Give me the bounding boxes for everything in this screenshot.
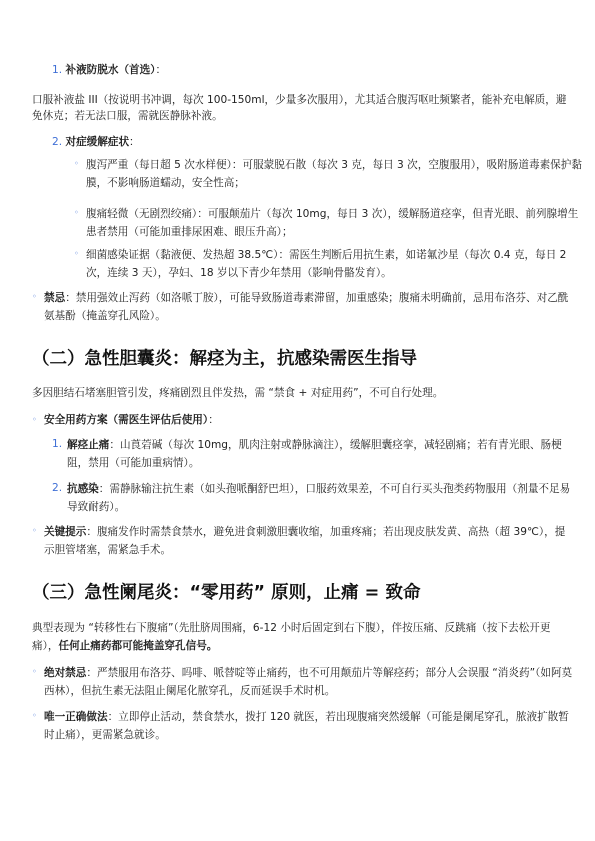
- list-item-fluid-replacement: 1. 补液防脱水（首选）：: [52, 64, 167, 76]
- paragraph-cholecystitis-intro: 多因胆结石堵塞胆管引发，疼痛剧烈且伴发热，需 “禁食 + 对症用药”，不可自行处理。: [32, 387, 444, 399]
- list-item-antispasmodic: 解痉止痛：山莨菪碱（每次 10mg，肌肉注射或静脉滴注），缓解胆囊痉挛，减轻剧痛；若有青光眼、肠梗阻，禁用（可能加重病情）。: [67, 439, 562, 469]
- plan-title: 安全用药方案（需医生评估后使用）：: [44, 414, 219, 426]
- absolute-contraindication-note: 绝对禁忌：严禁服用布洛芬、吗啡、哌替啶等止痛药，也不可用颠茄片等解痉药；部分人会误服 “消炎药”（如阿莫西林），但抗生素无法阻止阑尾化脓穿孔，反而延误手术时机。: [44, 667, 573, 697]
- bullet-icon: ◦: [32, 292, 37, 301]
- section-heading-cholecystitis: （二）急性胆囊炎：解痉为主，抗感染需医生指导: [32, 349, 417, 369]
- contraindication-note: 禁忌：禁用强效止泻药（如洛哌丁胺），可能导致肠道毒素滞留，加重感染；腹痛未明确前，忌用布洛芬、对乙酰氨基酚（掩盖穿孔风险）。: [44, 292, 569, 322]
- bullet-icon: ◦: [74, 159, 79, 168]
- sub-item-diarrhea: 腹泻严重（每日超 5 次水样便）：可服蒙脱石散（每次 3 克，每日 3 次，空腹服用），吸附肠道毒素保护黏膜，不影响肠道蠕动，安全性高；: [86, 159, 582, 189]
- list-number: 1.: [52, 438, 63, 450]
- sub-item-bacterial-infection: 细菌感染证据（黏液便、发热超 38.5℃）：需医生判断后用抗生素，如诺氟沙星（每次 0.4 克，每日 2 次，连续 3 天），孕妇、18 岁以下青少年禁用（影响骨骼发育）。: [86, 249, 567, 279]
- bullet-icon: ◦: [74, 208, 79, 217]
- correct-action-note: 唯一正确做法：立即停止活动，禁食禁水，拨打 120 就医，若出现腹痛突然缓解（可能是阑尾穿孔，脓液扩散暂时止痛），更需紧急就诊。: [44, 711, 569, 741]
- list-item-symptom-relief: 2. 对症缓解症状：: [52, 136, 140, 148]
- bullet-icon: ◦: [32, 526, 37, 535]
- bullet-icon: ◦: [32, 415, 37, 424]
- list-number: 2.: [52, 136, 63, 148]
- bullet-icon: ◦: [32, 711, 37, 720]
- item-title: 补液防脱水（首选）: [65, 64, 156, 76]
- section-heading-appendicitis: （三）急性阑尾炎：“零用药” 原则，止痛 = 致命: [32, 583, 421, 603]
- key-tip-note: 关键提示：腹痛发作时需禁食禁水，避免进食刺激胆囊收缩，加重疼痛；若出现皮肤发黄、高热（超 39℃），提示胆管堵塞，需紧急手术。: [44, 526, 566, 556]
- paragraph-appendicitis-intro: 典型表现为 “转移性右下腹痛”（先肚脐周围痛，6-12 小时后固定到右下腹），伴按压痛、反跳痛（按下去松开更痛），任何止痛药都可能掩盖穿孔信号。: [32, 622, 551, 652]
- list-number: 1.: [52, 64, 63, 76]
- bullet-icon: ◦: [74, 249, 79, 258]
- item-title: 对症缓解症状: [65, 136, 130, 148]
- paragraph-ors: 口服补液盐 III（按说明书冲调，每次 100-150ml，少量多次服用），尤其适合腹泻呕吐频繁者，能补充电解质，避免休克；若无法口服，需就医静脉补液。: [32, 94, 567, 122]
- sub-item-abdominal-pain: 腹痛轻微（无剧烈绞痛）：可服颠茄片（每次 10mg，每日 3 次），缓解肠道痉挛，但青光眼、前列腺增生患者禁用（可能加重排尿困难、眼压升高）；: [86, 208, 579, 238]
- bullet-icon: ◦: [32, 667, 37, 676]
- note-label: 禁忌: [44, 292, 66, 304]
- list-item-anti-infection: 抗感染：需静脉输注抗生素（如头孢哌酮舒巴坦），口服药效果差，不可自行买头孢类药物服用（剂量不足易导致耐药）。: [67, 483, 571, 513]
- list-number: 2.: [52, 482, 63, 494]
